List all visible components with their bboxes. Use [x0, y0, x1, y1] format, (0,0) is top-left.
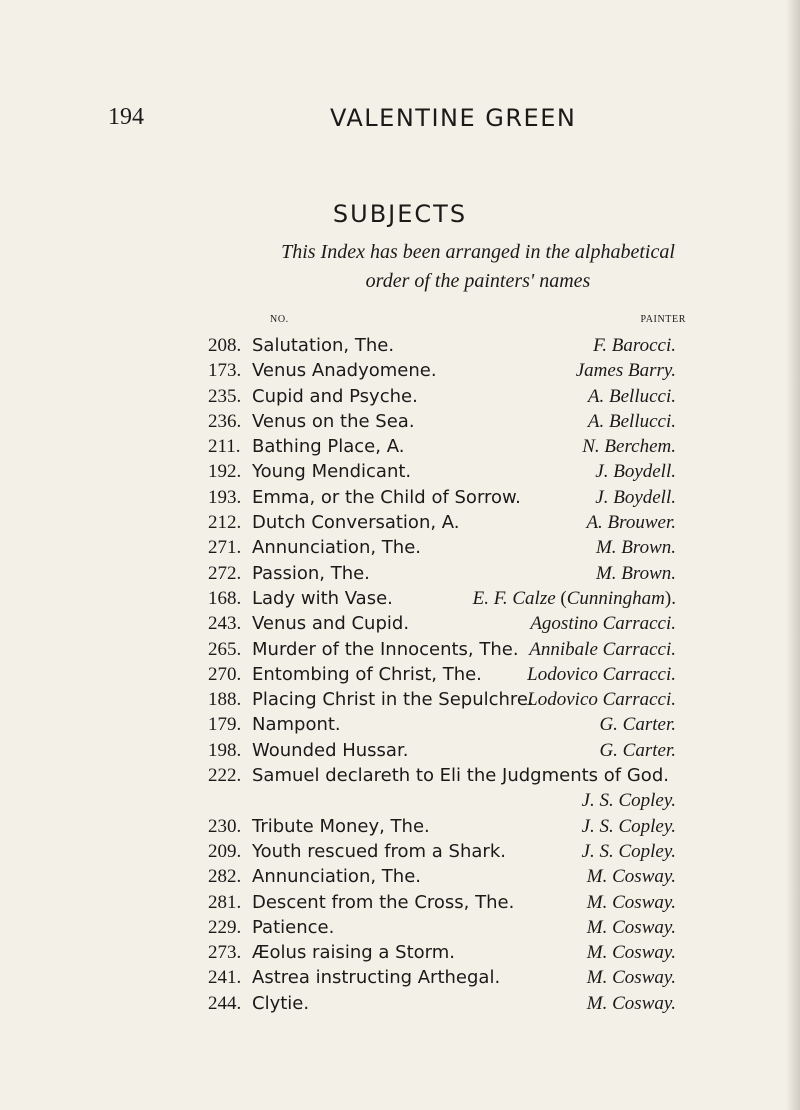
index-entry: [0, 940, 800, 965]
index-entry: [0, 510, 800, 535]
running-title: VALENTINE GREEN: [330, 104, 577, 132]
entry-subject: Nampont.: [252, 714, 341, 736]
entry-painter: M. Cosway.: [586, 967, 676, 989]
entry-number: 241.: [208, 967, 242, 989]
entry-painter: M. Brown.: [595, 537, 676, 559]
entry-number: 193.: [208, 486, 242, 508]
entry-painter: J. Boydell.: [595, 486, 676, 508]
index-entry: [0, 561, 800, 586]
painter-paren-close: ).: [664, 587, 676, 609]
entry-number: 236.: [208, 410, 242, 432]
index-entry: [0, 662, 800, 687]
entry-number: 179.: [208, 714, 242, 736]
entry-subject: Clytie.: [252, 992, 310, 1014]
entry-number: 211.: [208, 436, 241, 458]
entry-number: 188.: [208, 689, 242, 711]
index-entry: [0, 890, 800, 915]
entry-subject: Samuel declareth to Eli the Judgments of God.: [252, 765, 669, 787]
entry-subject: Æolus raising a Storm.: [252, 942, 456, 964]
entry-subject: Dutch Conversation, A.: [252, 512, 460, 534]
index-entry: [0, 409, 800, 434]
entry-subject: Descent from the Cross, The.: [252, 891, 515, 913]
entry-number: 192.: [208, 461, 242, 483]
entry-number: 198.: [208, 739, 242, 761]
painter-paren-open: (: [555, 587, 567, 609]
entry-subject: Placing Christ in the Sepulchre.: [252, 689, 534, 711]
entry-painter: Lodovico Carracci.: [527, 663, 676, 685]
index-entry: [0, 333, 800, 358]
entry-painter: A. Brouwer.: [586, 512, 676, 534]
entry-painter: N. Berchem.: [582, 436, 676, 458]
column-headers: [250, 314, 690, 328]
index-note: This Index has been arranged in the alphabetical order of the painters' names: [281, 241, 675, 292]
index-entry: [0, 839, 800, 864]
entry-painter: M. Cosway.: [586, 992, 676, 1014]
painter-alt-name: Cunningham: [566, 587, 665, 609]
entry-number: 244.: [208, 992, 242, 1014]
entry-subject: Emma, or the Child of Sorrow.: [252, 486, 521, 508]
entry-painter: M. Cosway.: [586, 866, 676, 888]
entry-number: 208.: [208, 335, 242, 356]
entry-number: 212.: [208, 512, 242, 534]
index-entry: [0, 611, 800, 636]
entry-painter: J. S. Copley.: [581, 815, 676, 837]
entry-subject: Bathing Place, A.: [252, 436, 405, 458]
entry-number: 265.: [208, 638, 242, 660]
index-entry: [0, 434, 800, 459]
entry-number: 209.: [208, 840, 242, 862]
subject-index-list: [0, 333, 800, 1016]
index-entry: [0, 687, 800, 712]
entry-painter: A. Bellucci.: [587, 385, 676, 407]
entry-number: 272.: [208, 562, 242, 584]
running-header: [0, 104, 800, 144]
entry-painter: Annibale Carracci.: [529, 638, 676, 660]
index-entry: [0, 864, 800, 889]
entry-number: 270.: [208, 663, 242, 685]
entry-number: 281.: [208, 891, 242, 913]
index-entry: [0, 485, 800, 510]
section-title: SUBJECTS: [332, 200, 468, 228]
entry-number: 168.: [208, 587, 242, 609]
entry-subject: Venus and Cupid.: [252, 613, 410, 635]
entry-number: 273.: [208, 942, 242, 964]
entry-subject: Annunciation, The.: [252, 537, 421, 559]
entry-number: 222.: [208, 765, 242, 787]
entry-number: 282.: [208, 866, 242, 888]
entry-painter: J. S. Copley.: [581, 790, 676, 812]
index-entry: [0, 637, 800, 662]
entry-painter: M. Brown.: [595, 562, 676, 584]
entry-painter: A. Bellucci.: [587, 410, 676, 432]
entry-number: 271.: [208, 537, 242, 559]
entry-subject: Passion, The.: [252, 562, 370, 584]
entry-subject: Lady with Vase.: [252, 587, 393, 609]
entry-painter: G. Carter.: [599, 714, 676, 736]
entry-subject: Patience.: [252, 916, 335, 938]
entry-subject: Annunciation, The.: [252, 866, 421, 888]
entry-subject: Tribute Money, The.: [252, 815, 430, 837]
entry-number: 173.: [208, 360, 242, 382]
entry-subject: Youth rescued from a Shark.: [252, 840, 506, 862]
entry-subject: Astrea instructing Arthegal.: [252, 967, 501, 989]
page-number: 194: [108, 104, 144, 130]
index-entry: [0, 915, 800, 940]
entry-subject: Venus on the Sea.: [252, 410, 415, 432]
painter-name: E. F. Calze: [472, 587, 556, 609]
entry-painter: J. S. Copley.: [581, 840, 676, 862]
entry-subject: Young Mendicant.: [252, 461, 412, 483]
entry-painter: F. Barocci.: [593, 335, 676, 356]
entry-subject: Wounded Hussar.: [252, 739, 409, 761]
entry-painter: J. Boydell.: [595, 461, 676, 483]
entry-subject: Entombing of Christ, The.: [252, 663, 482, 685]
entry-painter: M. Cosway.: [586, 916, 676, 938]
index-entry: [0, 459, 800, 484]
entry-subject: Murder of the Innocents, The.: [252, 638, 519, 660]
index-entry: [0, 965, 800, 990]
entry-number: 229.: [208, 916, 242, 938]
column-header-no: NO.: [270, 314, 289, 325]
entry-painter: M. Cosway.: [586, 942, 676, 964]
index-entry: [0, 586, 800, 611]
index-entry: [0, 358, 800, 383]
entry-painter: [473, 586, 676, 611]
entry-number: 230.: [208, 815, 242, 837]
index-entry: [0, 535, 800, 560]
entry-painter: G. Carter.: [599, 739, 676, 761]
index-entry: [0, 712, 800, 737]
column-header-painter: PAINTER: [640, 314, 686, 325]
index-entry: [0, 814, 800, 839]
entry-number: 243.: [208, 613, 242, 635]
entry-painter: M. Cosway.: [586, 891, 676, 913]
index-entry: [0, 763, 800, 814]
index-entry: [0, 738, 800, 763]
index-entry: [0, 991, 800, 1016]
entry-subject: Venus Anadyomene.: [252, 360, 437, 382]
entry-painter: Agostino Carracci.: [530, 613, 676, 635]
index-entry: [0, 384, 800, 409]
entry-painter: James Barry.: [575, 360, 676, 382]
entry-subject: Salutation, The.: [252, 335, 395, 356]
entry-painter: Lodovico Carracci.: [527, 689, 676, 711]
entry-number: 235.: [208, 385, 242, 407]
entry-subject: Cupid and Psyche.: [252, 385, 418, 407]
